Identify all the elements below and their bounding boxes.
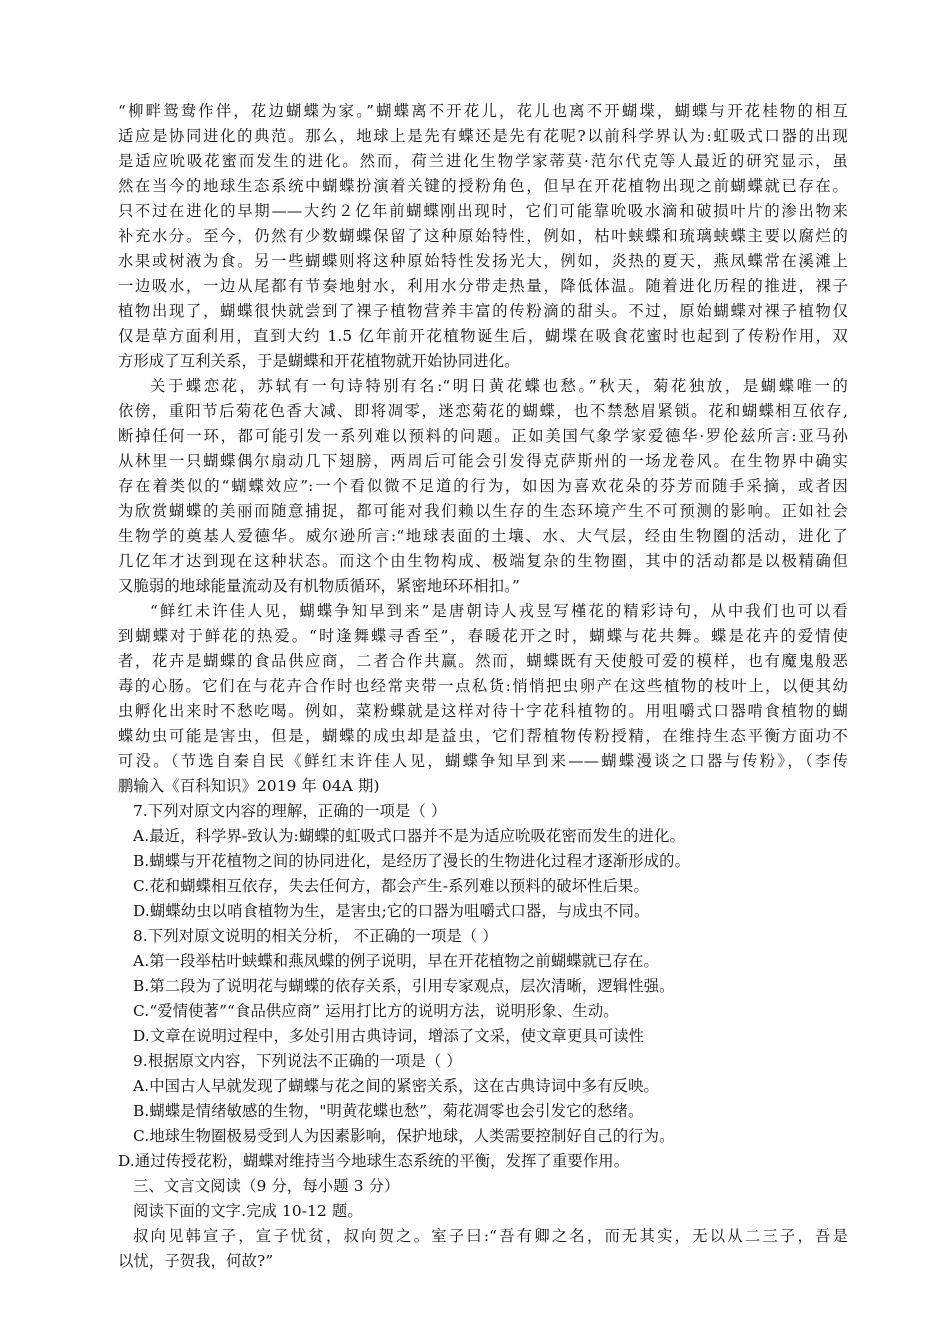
q9-option-c: C.地球生物圈极易受到人为因素影响，保护地球，人类需要控制好自己的行为。 xyxy=(133,1127,675,1145)
para1-line: 水果或树液为食。另一些蝴蝶则将这种原始特性发扬光大，例如，炎热的夏天，燕凤蝶常在溪滩上 xyxy=(118,252,848,270)
para1-line: “柳畔鸳鸯作伴，花边蝴蝶为家。”蝴蝶离不开花儿，花儿也离不开蝴堞，蝴蝶与开花桂物的相互 xyxy=(118,102,848,120)
q9-option-b: B.蝴蝶是情绪敏感的生物，"明黄花蝶也愁”，菊花凋零也会引发它的愁绪。 xyxy=(133,1102,644,1120)
para3-line: 虫孵化出来时不愁吃喝。例如，菜粉蝶就是这样对待十字花科植物的。用咀嚼式口器啃食植物的蝴 xyxy=(118,702,848,720)
classical-text-line: 叔向见韩宣子，宣子忧贫，叔向贺之。室子曰:“吾有卿之名，而无其实，无以从二三子，吾是 xyxy=(133,1227,848,1245)
para3-line: 鹏输入《百科知识》2019 年 04A 期) xyxy=(118,777,380,795)
q7-stem: 7.下列对原文内容的理解，正确的一项是（ ） xyxy=(133,802,447,820)
para1-line: 仅是草方面利用，直到大约 1.5 亿年前开花植物诞生后，蝴堞在吸食花蜜时也起到了传粉作用，双 xyxy=(118,327,848,345)
q7-option-b: B.蝴蝶与开花植物之间的协同进化，是经历了漫长的生物进化过程才逐渐形成的。 xyxy=(133,852,691,870)
para3-line: “鲜红未许佳人见，蝴蝶争知早到来”是唐朝诗人戎昱写槿花的精彩诗句，从中我们也可以看 xyxy=(150,602,848,620)
para3-line: 可没。（节选自秦自民《鲜红末许佳人见，蝴蝶争知早到来——蝴蝶漫谈之口器与传粉》，（李传 xyxy=(118,752,848,770)
para1-line: 植物出现了，蝴蝶很快就尝到了裸子植物营养丰富的传粉滴的甜头。不过，原始蝴蝶对裸子植物仅 xyxy=(118,302,848,320)
para1-line: 补充水分。至今，仍然有少数蝴蝶保留了这种原始特性，例如，枯叶蛱蝶和琉璃蛱蝶主要以腐烂的 xyxy=(118,227,848,245)
para1-line: 是适应吮吸花蜜而发生的进化。然而，荷兰进化生物学家蒂莫·范尔代克等人最近的研究显示，虽 xyxy=(118,152,848,170)
para1-line: 方形成了互利关系，于是蝴蝶和开花植物就开始协同进化。 xyxy=(118,352,520,370)
para2-line: 依傍，重阳节后菊花色香大减、即将凋零，迷恋菊花的蝴蝶，也不禁愁眉紧锁。花和蝴蝶相互依存, xyxy=(118,402,848,420)
para2-line: 几亿年才达到现在这种状态。而这个由生物构成、极端复杂的生物圈，其中的活动都是以极精确但 xyxy=(118,552,848,570)
para1-line: 只不过在进化的早期——大约２亿年前蝴蝶刚出现时，它们可能靠吮吸水滴和破损叶片的渗出物来 xyxy=(118,202,848,220)
classical-text-line: 以忧，子贺我，何故?” xyxy=(118,1252,274,1270)
q9-option-d: D.通过传授花粉，蝴蝶对维持当今地球生态系统的平衡，发挥了重要作用。 xyxy=(118,1152,630,1170)
q7-option-d: D.蝴蝶幼虫以哨食植物为生，是害虫;它的口器为咀嚼式口器，与成虫不同。 xyxy=(133,902,650,920)
para3-line: 蝶幼虫可能是害虫，但是，蝴蝶的成虫却是益虫，它们帮植物传粉授精，在维持生态平衡方面功不 xyxy=(118,727,848,745)
para2-line: 生物学的奠基人爱德华。威尔逊所言:“地球表面的土壤、水、大气层，经由生物圈的活动，进化了 xyxy=(118,527,848,545)
q8-option-b: B.第二段为了说明花与蝴蝶的依存关系，引用专家观点，层次清晰，逻辑性强。 xyxy=(133,977,675,995)
q9-option-a: A.中国古人早就发现了蝴蝶与花之间的紧密关系，这在古典诗词中多有反映。 xyxy=(133,1077,659,1095)
para3-line: 毒的心肠。它们在与花卉合作时也经常夹带一点私货:悄悄把虫卵产在这些植物的枝叶上，以便其幼 xyxy=(118,677,848,695)
section3-instruction: 阅读下面的文字.完成 10-12 题。 xyxy=(133,1202,363,1220)
q8-option-a: A.第一段举枯叶蛱蝶和燕凤蝶的例子说明，早在开花植物之前蝴蝶就已存在。 xyxy=(133,952,659,970)
para2-line: 又脆弱的地球能量流动及有机物质循环，紧密地环环相扣。” xyxy=(118,577,520,595)
q9-stem: 9.根据原文内容，下列说法不正确的一项是（ ） xyxy=(133,1052,462,1070)
section3-title: 三、文言文阅读（9 分，每小题 3 分） xyxy=(133,1177,400,1195)
para2-line: 存在着类似的“蝴蝶效应”:一个看似微不足道的行为，如因为喜欢花朵的芬芳而随手采摘，或者因 xyxy=(118,477,848,495)
para2-line: 关于蝶恋花，苏轼有一句诗特别有名:“明日黄花蝶也愁。”秋天，菊花独放，是蝴蝶唯一的 xyxy=(150,377,848,395)
q8-option-c: C.“爱情使著”“食品供应商” 运用打比方的说明方法，说明形象、生动。 xyxy=(133,1002,619,1020)
para1-line: 然在当今的地球生态系统中蝴蝶扮演着关键的授粉角色，但早在开花植物出现之前蝴蝶就已存在。 xyxy=(118,177,848,195)
q7-option-c: C.花和蝴蝶相互依存，失去任何方，都会产生-系列难以预料的破坏性后果。 xyxy=(133,877,649,895)
q7-option-a: A.最近，科学界-致认为:蝴蝶的虹吸式口器并不是为适应吮吸花密而发生的进化。 xyxy=(133,827,686,845)
para2-line: 断掉任何一环，都可能引发一系列难以预料的问题。正如美国气象学家爱德华·罗伦兹所言:亚马孙 xyxy=(118,427,848,445)
para2-line: 为欣赏蝴蝶的美丽而随意捕捉，都可能对我们赖以生存的生态环境产生不可预测的影响。正如社会 xyxy=(118,502,848,520)
para2-line: 从林里一只蝴蝶偶尔扇动几下翅膀，两周后可能会引发得克萨斯州的一场龙卷风。在生物界中确实 xyxy=(118,452,848,470)
para3-line: 到蝴蝶对于鲜花的热爱。“时逢舞蝶寻香至”，春暖花开之时，蝴蝶与花共舞。蝶是花卉的爱情使 xyxy=(118,627,848,645)
q8-option-d: D.文章在说明过程中，多处引用古典诗词，增添了文采，使文章更具可读性 xyxy=(133,1027,645,1045)
para3-line: 者，花卉是蝴蝶的食品供应商，二者合作共赢。然而，蝴蝶既有天使般可爱的模样，也有魔鬼般恶 xyxy=(118,652,848,670)
para1-line: 一边吸水，一边从尾都有节奏地射水，利用水分带走热量，降低体温。随着进化历程的推进，裸子 xyxy=(118,277,848,295)
para1-line: 适应是协同进化的典范。那么，地球上是先有蝶还是先有花呢?以前科学界认为:虹吸式口器的出现 xyxy=(118,127,848,145)
q8-stem: 8.下列对原文说明的相关分析， 不正确的一项是（ ） xyxy=(133,927,498,945)
